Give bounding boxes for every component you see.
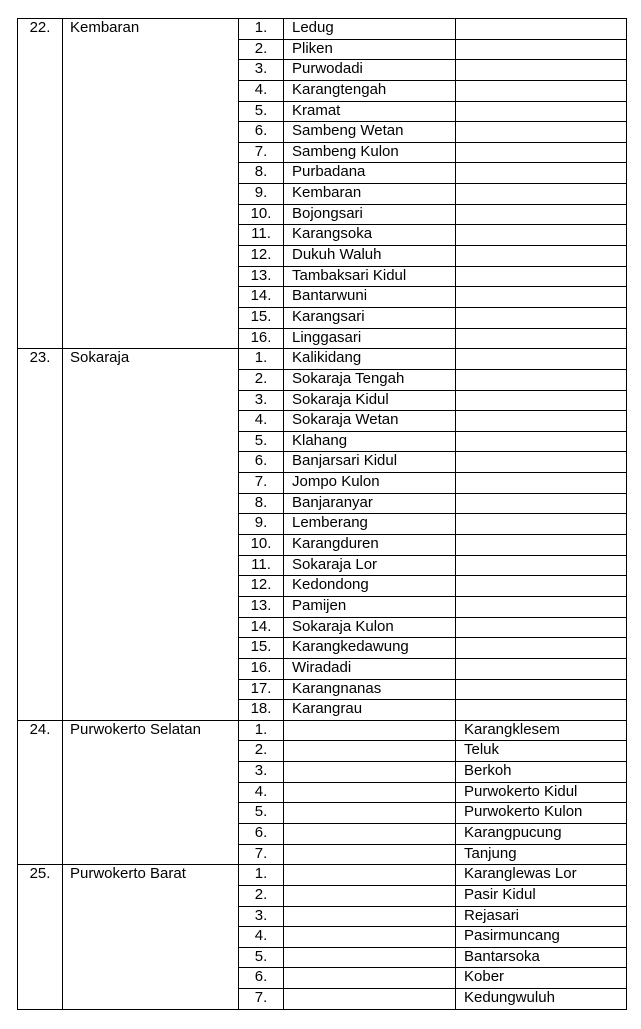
kelurahan-name — [456, 658, 627, 679]
kecamatan-number — [18, 762, 63, 783]
desa-name — [284, 989, 456, 1010]
kecamatan-number — [18, 782, 63, 803]
kecamatan-number — [18, 473, 63, 494]
kelurahan-name — [456, 431, 627, 452]
row-number: 3. — [239, 906, 284, 927]
row-number: 1. — [239, 19, 284, 40]
kecamatan-name — [63, 184, 239, 205]
kecamatan-number — [18, 555, 63, 576]
desa-name: Karangsari — [284, 307, 456, 328]
kecamatan-name — [63, 431, 239, 452]
kecamatan-number — [18, 163, 63, 184]
kecamatan-name — [63, 638, 239, 659]
table-body — [18, 19, 627, 1010]
kecamatan-number — [18, 638, 63, 659]
desa-name — [284, 865, 456, 886]
row-number: 1. — [239, 720, 284, 741]
table-row — [18, 369, 627, 390]
desa-name: Sokaraja Kidul — [284, 390, 456, 411]
table-row — [18, 844, 627, 865]
row-number: 12. — [239, 576, 284, 597]
kelurahan-name — [456, 452, 627, 473]
row-number: 6. — [239, 122, 284, 143]
kecamatan-name — [63, 390, 239, 411]
table-row — [18, 411, 627, 432]
kelurahan-name — [456, 473, 627, 494]
table-row — [18, 947, 627, 968]
kecamatan-number — [18, 307, 63, 328]
kecamatan-name — [63, 142, 239, 163]
desa-name: Dukuh Waluh — [284, 246, 456, 267]
kelurahan-name: Rejasari — [456, 906, 627, 927]
kelurahan-name: Karangklesem — [456, 720, 627, 741]
kelurahan-name — [456, 638, 627, 659]
kecamatan-name: Purwokerto Barat — [63, 865, 239, 886]
desa-name — [284, 803, 456, 824]
row-number: 6. — [239, 823, 284, 844]
kecamatan-number — [18, 142, 63, 163]
kelurahan-name — [456, 142, 627, 163]
table-row — [18, 80, 627, 101]
kecamatan-name — [63, 803, 239, 824]
desa-name: Bantarwuni — [284, 287, 456, 308]
table-row — [18, 885, 627, 906]
kecamatan-name — [63, 555, 239, 576]
table-row — [18, 927, 627, 948]
kelurahan-name — [456, 307, 627, 328]
kelurahan-name — [456, 514, 627, 535]
desa-name: Banjaranyar — [284, 493, 456, 514]
kecamatan-name — [63, 844, 239, 865]
kecamatan-number — [18, 101, 63, 122]
desa-name: Pliken — [284, 39, 456, 60]
kelurahan-name — [456, 39, 627, 60]
kelurahan-name: Berkoh — [456, 762, 627, 783]
kecamatan-name — [63, 885, 239, 906]
kelurahan-name — [456, 369, 627, 390]
desa-name: Kramat — [284, 101, 456, 122]
table-row — [18, 700, 627, 721]
kelurahan-name: Tanjung — [456, 844, 627, 865]
row-number: 4. — [239, 927, 284, 948]
row-number: 3. — [239, 390, 284, 411]
desa-name: Bojongsari — [284, 204, 456, 225]
table-row — [18, 514, 627, 535]
desa-name: Karangkedawung — [284, 638, 456, 659]
desa-name — [284, 844, 456, 865]
kecamatan-number — [18, 266, 63, 287]
kecamatan-name — [63, 906, 239, 927]
kecamatan-number — [18, 741, 63, 762]
kecamatan-number: 22. — [18, 19, 63, 40]
row-number: 13. — [239, 266, 284, 287]
table-row — [18, 163, 627, 184]
kecamatan-number — [18, 617, 63, 638]
row-number: 11. — [239, 555, 284, 576]
kecamatan-name — [63, 782, 239, 803]
kecamatan-name — [63, 947, 239, 968]
kecamatan-number — [18, 906, 63, 927]
table-row — [18, 19, 627, 40]
kecamatan-name: Kembaran — [63, 19, 239, 40]
desa-name — [284, 906, 456, 927]
kelurahan-name — [456, 555, 627, 576]
desa-name: Lemberang — [284, 514, 456, 535]
row-number: 7. — [239, 473, 284, 494]
kecamatan-name — [63, 576, 239, 597]
kecamatan-name — [63, 927, 239, 948]
kecamatan-name — [63, 514, 239, 535]
kecamatan-number — [18, 989, 63, 1010]
kecamatan-number — [18, 184, 63, 205]
kecamatan-name — [63, 287, 239, 308]
kecamatan-name — [63, 266, 239, 287]
kelurahan-name: Karangpucung — [456, 823, 627, 844]
table-row — [18, 390, 627, 411]
desa-name: Kembaran — [284, 184, 456, 205]
kecamatan-number — [18, 885, 63, 906]
table-row — [18, 493, 627, 514]
desa-name: Ledug — [284, 19, 456, 40]
kecamatan-number — [18, 411, 63, 432]
desa-name: Pamijen — [284, 596, 456, 617]
table-row — [18, 122, 627, 143]
desa-name: Jompo Kulon — [284, 473, 456, 494]
desa-name: Karangtengah — [284, 80, 456, 101]
kecamatan-name — [63, 535, 239, 556]
table-row — [18, 865, 627, 886]
desa-name: Sokaraja Lor — [284, 555, 456, 576]
kecamatan-name — [63, 658, 239, 679]
kelurahan-name — [456, 390, 627, 411]
kecamatan-number — [18, 390, 63, 411]
district-table — [17, 18, 627, 1010]
row-number: 2. — [239, 741, 284, 762]
kelurahan-name — [456, 225, 627, 246]
row-number: 14. — [239, 287, 284, 308]
kecamatan-number: 23. — [18, 349, 63, 370]
table-row — [18, 60, 627, 81]
table-row — [18, 638, 627, 659]
kelurahan-name: Purwokerto Kulon — [456, 803, 627, 824]
row-number: 2. — [239, 369, 284, 390]
kelurahan-name — [456, 246, 627, 267]
row-number: 3. — [239, 60, 284, 81]
kecamatan-number — [18, 968, 63, 989]
row-number: 7. — [239, 989, 284, 1010]
row-number: 15. — [239, 638, 284, 659]
desa-name — [284, 968, 456, 989]
desa-name: Karangrau — [284, 700, 456, 721]
kecamatan-number — [18, 514, 63, 535]
kelurahan-name — [456, 19, 627, 40]
desa-name: Purwodadi — [284, 60, 456, 81]
kelurahan-name — [456, 349, 627, 370]
row-number: 5. — [239, 431, 284, 452]
kecamatan-name — [63, 60, 239, 81]
kecamatan-name — [63, 700, 239, 721]
kecamatan-number — [18, 596, 63, 617]
kecamatan-number: 25. — [18, 865, 63, 886]
kecamatan-name — [63, 762, 239, 783]
row-number: 1. — [239, 349, 284, 370]
kecamatan-number — [18, 287, 63, 308]
kecamatan-number — [18, 927, 63, 948]
desa-name: Banjarsari Kidul — [284, 452, 456, 473]
kecamatan-number — [18, 431, 63, 452]
kecamatan-name — [63, 679, 239, 700]
kecamatan-name — [63, 163, 239, 184]
row-number: 1. — [239, 865, 284, 886]
kecamatan-number — [18, 328, 63, 349]
desa-name — [284, 823, 456, 844]
desa-name — [284, 720, 456, 741]
kecamatan-name — [63, 741, 239, 762]
kecamatan-number — [18, 844, 63, 865]
kecamatan-number — [18, 122, 63, 143]
kecamatan-name — [63, 617, 239, 638]
desa-name: Sokaraja Tengah — [284, 369, 456, 390]
kelurahan-name — [456, 596, 627, 617]
kelurahan-name: Kedungwuluh — [456, 989, 627, 1010]
desa-name: Linggasari — [284, 328, 456, 349]
desa-name: Sokaraja Kulon — [284, 617, 456, 638]
kecamatan-name — [63, 101, 239, 122]
kecamatan-number — [18, 493, 63, 514]
kecamatan-number — [18, 452, 63, 473]
row-number: 15. — [239, 307, 284, 328]
kelurahan-name — [456, 122, 627, 143]
desa-name: Tambaksari Kidul — [284, 266, 456, 287]
row-number: 9. — [239, 184, 284, 205]
row-number: 5. — [239, 101, 284, 122]
table-row — [18, 349, 627, 370]
kecamatan-name — [63, 493, 239, 514]
table-row — [18, 39, 627, 60]
kelurahan-name — [456, 184, 627, 205]
kecamatan-name — [63, 246, 239, 267]
row-number: 13. — [239, 596, 284, 617]
row-number: 10. — [239, 204, 284, 225]
table-row — [18, 431, 627, 452]
table-row — [18, 225, 627, 246]
kecamatan-name — [63, 968, 239, 989]
desa-name: Wiradadi — [284, 658, 456, 679]
row-number: 5. — [239, 803, 284, 824]
kelurahan-name: Teluk — [456, 741, 627, 762]
row-number: 8. — [239, 163, 284, 184]
table-row — [18, 782, 627, 803]
desa-name: Klahang — [284, 431, 456, 452]
kecamatan-number — [18, 576, 63, 597]
desa-name: Karangduren — [284, 535, 456, 556]
table-row — [18, 617, 627, 638]
kecamatan-number — [18, 204, 63, 225]
table-row — [18, 266, 627, 287]
table-row — [18, 823, 627, 844]
table-row — [18, 906, 627, 927]
table-row — [18, 658, 627, 679]
kecamatan-name — [63, 823, 239, 844]
table-row — [18, 576, 627, 597]
kecamatan-number — [18, 225, 63, 246]
table-row — [18, 596, 627, 617]
kecamatan-name: Sokaraja — [63, 349, 239, 370]
kelurahan-name — [456, 204, 627, 225]
row-number: 7. — [239, 142, 284, 163]
kecamatan-name — [63, 411, 239, 432]
desa-name — [284, 885, 456, 906]
kelurahan-name — [456, 163, 627, 184]
row-number: 18. — [239, 700, 284, 721]
kelurahan-name: Purwokerto Kidul — [456, 782, 627, 803]
kelurahan-name — [456, 535, 627, 556]
table-row — [18, 307, 627, 328]
desa-name — [284, 762, 456, 783]
kecamatan-name — [63, 39, 239, 60]
row-number: 6. — [239, 968, 284, 989]
row-number: 16. — [239, 658, 284, 679]
kelurahan-name — [456, 411, 627, 432]
desa-name — [284, 947, 456, 968]
desa-name — [284, 927, 456, 948]
table-row — [18, 720, 627, 741]
row-number: 11. — [239, 225, 284, 246]
row-number: 4. — [239, 782, 284, 803]
table-row — [18, 452, 627, 473]
table-row — [18, 142, 627, 163]
table-row — [18, 968, 627, 989]
row-number: 8. — [239, 493, 284, 514]
row-number: 5. — [239, 947, 284, 968]
row-number: 10. — [239, 535, 284, 556]
kecamatan-number — [18, 658, 63, 679]
kecamatan-number — [18, 700, 63, 721]
desa-name: Karangsoka — [284, 225, 456, 246]
kelurahan-name — [456, 287, 627, 308]
kecamatan-number — [18, 80, 63, 101]
row-number: 12. — [239, 246, 284, 267]
kecamatan-number — [18, 369, 63, 390]
table-row — [18, 204, 627, 225]
kecamatan-number — [18, 535, 63, 556]
desa-name: Sokaraja Wetan — [284, 411, 456, 432]
kelurahan-name: Pasir Kidul — [456, 885, 627, 906]
table-row — [18, 803, 627, 824]
kecamatan-name — [63, 204, 239, 225]
kelurahan-name — [456, 101, 627, 122]
kecamatan-name — [63, 473, 239, 494]
table-row — [18, 535, 627, 556]
table-row — [18, 555, 627, 576]
table-row — [18, 741, 627, 762]
row-number: 4. — [239, 411, 284, 432]
kecamatan-number — [18, 823, 63, 844]
kecamatan-number — [18, 39, 63, 60]
kelurahan-name — [456, 328, 627, 349]
desa-name: Sambeng Wetan — [284, 122, 456, 143]
row-number: 3. — [239, 762, 284, 783]
table-row — [18, 989, 627, 1010]
kecamatan-name — [63, 122, 239, 143]
kelurahan-name: Bantarsoka — [456, 947, 627, 968]
desa-name: Sambeng Kulon — [284, 142, 456, 163]
desa-name: Purbadana — [284, 163, 456, 184]
kelurahan-name — [456, 679, 627, 700]
kecamatan-name — [63, 80, 239, 101]
row-number: 17. — [239, 679, 284, 700]
kecamatan-name — [63, 989, 239, 1010]
kelurahan-name — [456, 700, 627, 721]
kelurahan-name: Kober — [456, 968, 627, 989]
kecamatan-name — [63, 328, 239, 349]
table-row — [18, 328, 627, 349]
row-number: 6. — [239, 452, 284, 473]
kecamatan-name — [63, 225, 239, 246]
kelurahan-name — [456, 60, 627, 81]
table-row — [18, 246, 627, 267]
kecamatan-number — [18, 947, 63, 968]
desa-name: Kedondong — [284, 576, 456, 597]
desa-name — [284, 741, 456, 762]
kecamatan-number — [18, 803, 63, 824]
row-number: 2. — [239, 39, 284, 60]
table-row — [18, 679, 627, 700]
desa-name: Kalikidang — [284, 349, 456, 370]
table-row — [18, 473, 627, 494]
kelurahan-name — [456, 617, 627, 638]
row-number: 14. — [239, 617, 284, 638]
row-number: 16. — [239, 328, 284, 349]
row-number: 4. — [239, 80, 284, 101]
kelurahan-name — [456, 266, 627, 287]
kecamatan-name: Purwokerto Selatan — [63, 720, 239, 741]
table-row — [18, 762, 627, 783]
kelurahan-name: Karanglewas Lor — [456, 865, 627, 886]
row-number: 7. — [239, 844, 284, 865]
desa-name: Karangnanas — [284, 679, 456, 700]
kelurahan-name — [456, 80, 627, 101]
kecamatan-name — [63, 596, 239, 617]
kecamatan-name — [63, 307, 239, 328]
kecamatan-number — [18, 246, 63, 267]
row-number: 2. — [239, 885, 284, 906]
row-number: 9. — [239, 514, 284, 535]
desa-name — [284, 782, 456, 803]
kelurahan-name — [456, 576, 627, 597]
table-row — [18, 101, 627, 122]
kecamatan-name — [63, 452, 239, 473]
kelurahan-name: Pasirmuncang — [456, 927, 627, 948]
kecamatan-number — [18, 679, 63, 700]
kelurahan-name — [456, 493, 627, 514]
table-row — [18, 287, 627, 308]
table-row — [18, 184, 627, 205]
kecamatan-name — [63, 369, 239, 390]
kecamatan-number — [18, 60, 63, 81]
kecamatan-number: 24. — [18, 720, 63, 741]
